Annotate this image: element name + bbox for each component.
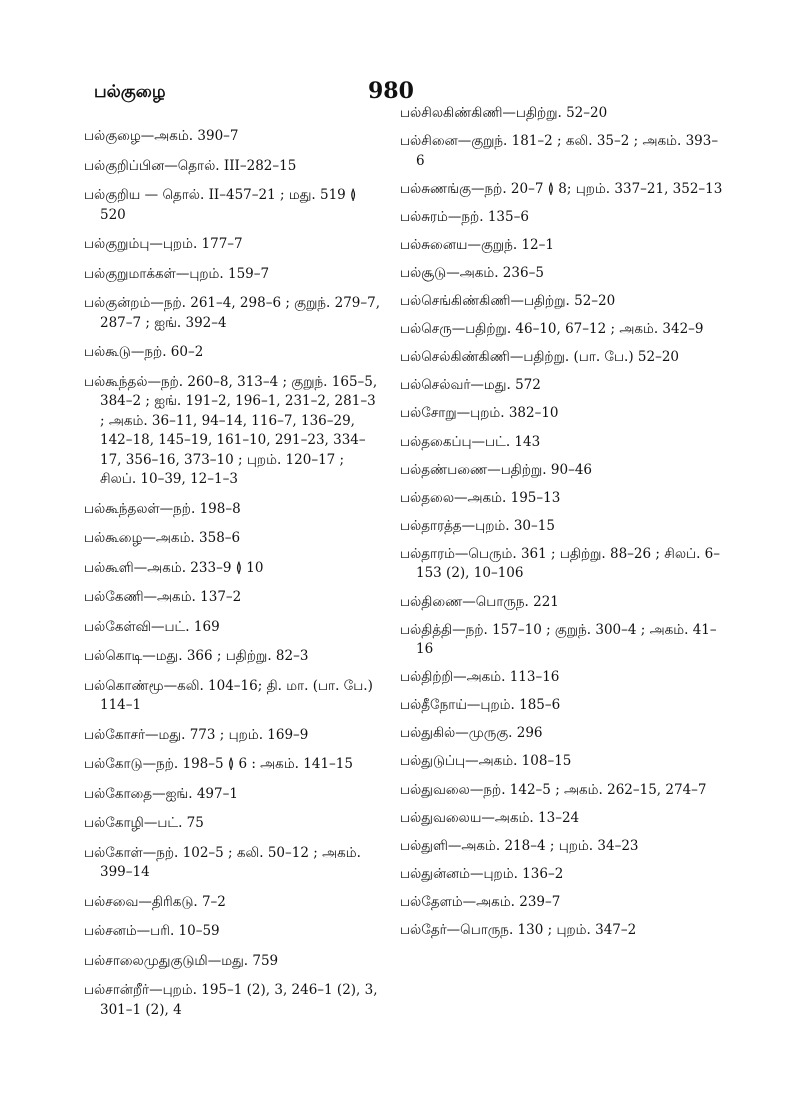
index-entry: பல்சான்றீர்—புறம். 195–1 (2), 3, 246–1 (2), 3, 301–1 (2), 4 (84, 982, 378, 1018)
index-entry: பல்செல்கிண்கிணி—பதிற்று. (பா. பே.) 52–20 (400, 349, 680, 366)
index-entry: பல்துகில்—முருகு. 296 (400, 725, 543, 742)
index-entry: பல்திற்றி—அகம். 113–16 (400, 669, 560, 686)
index-entry: பல்கோதை—ஐங். 497–1 (84, 785, 238, 802)
index-entry: பல்சாலைமுதுகுடுமி—மது. 759 (84, 952, 279, 969)
index-entry: பல்கோடு—நற். 198–5 ≬ 6 : அகம். 141–15 (84, 756, 353, 772)
index-entry: பல்கொடி—மது. 366 ; பதிற்று. 82–3 (84, 648, 309, 664)
index-entry: பல்கொண்மூ—கலி. 104–16; தி. மா. (பா. பே.) 114–1 (84, 677, 373, 713)
index-entry: பல்குறிய — தொல். II–457–21 ; மது. 519 ≬ 520 (84, 187, 357, 223)
index-entry: பல்கோசர்—மது. 773 ; புறம். 169–9 (84, 726, 309, 743)
index-entry: பல்துவலைய—அகம். 13–24 (400, 809, 580, 826)
index-entry: பல்துளி—அகம். 218–4 ; புறம். 34–23 (400, 837, 639, 854)
index-entry: பல்சூடு—அகம். 236–5 (400, 264, 544, 281)
index-entry: பல்கூந்தலள்—நற். 198–8 (84, 500, 241, 517)
index-entry: பல்கேள்வி—பட். 169 (84, 618, 220, 635)
index-entry: பல்தேளம்—அகம். 239–7 (400, 893, 561, 910)
index-entry: பல்கூடு—நற். 60–2 (84, 344, 204, 360)
index-entry: பல்சவை—திரிகடு. 7–2 (84, 893, 226, 910)
index-entry: பல்கூந்தல்—நற். 260–8, 313–4 ; குறுந். 165–5, 384–2 ; ஐங். 191–2, 196–1, 231–2, 281–3 ; அகம். 36–11, 94–14, 116–7, 136–29, 142–18, 145–19, 161–10, 291–23, 334–17, 356–16, 373–10 ; புறம். 120–17 ; சிலப். 10–39, 12–1–3 (84, 373, 378, 487)
index-entry: பல்தித்தி—நற். 157–10 ; குறுந். 300–4 ; அகம். 41–16 (400, 621, 717, 658)
index-entry: பல்செரு—பதிற்று. 46–10, 67–12 ; அகம். 342–9 (400, 321, 704, 338)
index-entry: பல்சுனைய—குறுந். 12–1 (400, 236, 554, 253)
index-entry: பல்தலை—அகம். 195–13 (400, 489, 561, 506)
index-entry: பல்தகைப்பு—பட். 143 (400, 433, 541, 450)
index-entry: பல்தாரத்த—புறம். 30–15 (400, 517, 555, 534)
index-entry: பல்திணை—பொருந. 221 (400, 593, 559, 610)
index-entry: பல்சினை—குறுந். 181–2 ; கலி. 35–2 ; அகம். 393–6 (400, 133, 719, 169)
index-entry: பல்கோழி—பட். 75 (84, 815, 204, 831)
index-entry: பல்சோறு—புறம். 382–10 (400, 405, 559, 422)
index-entry: பல்குறிப்பின—தொல். III–282–15 (84, 157, 297, 174)
index-entry: பல்கூளி—அகம். 233–9 ≬ 10 (84, 559, 264, 576)
index-entry: பல்செங்கிண்கிணி—பதிற்று. 52–20 (400, 293, 616, 310)
index-entry: பல்சிலகிண்கிணி—பதிற்று. 52–20 (400, 105, 608, 121)
index-entry: பல்குன்றம்—நற். 261–4, 298–6 ; குறுந். 279–7, 287–7 ; ஐங். 392–4 (84, 295, 381, 331)
left-column (84, 127, 384, 1030)
index-entry: பல்தேர்—பொருந. 130 ; புறம். 347–2 (400, 922, 637, 939)
index-entry: பல்குறுமாக்கள்—புறம். 159–7 (84, 265, 270, 282)
index-entry: பல்சுரம்—நற். 135–6 (400, 208, 529, 225)
index-entry: பல்குறும்பு—புறம். 177–7 (84, 236, 243, 252)
right-column (400, 104, 725, 949)
page-number: 980 (368, 78, 414, 104)
index-entry: பல்துவலை—நற். 142–5 ; அகம். 262–15, 274–7 (400, 781, 707, 798)
index-entry: பல்துன்னம்—புறம். 136–2 (400, 865, 564, 882)
index-entry: பல்தண்பணை—பதிற்று. 90–46 (400, 461, 592, 478)
index-entry: பல்சனம்—பரி. 10–59 (84, 923, 220, 939)
index-entry: பல்குழை—அகம். 390–7 (84, 128, 239, 144)
index-entry: பல்தாரம்—பெரும். 361 ; பதிற்று. 88–26 ; சிலப். 6–153 (2), 10–106 (400, 545, 720, 582)
index-entry: பல்கேணி—அகம். 137–2 (84, 589, 242, 605)
index-entry: பல்தீநோய்—புறம். 185–6 (400, 697, 561, 714)
index-entry: பல்கோள்—நற். 102–5 ; கலி. 50–12 ; அகம். 399–14 (84, 844, 361, 880)
index-entry: பல்கூழை—அகம். 358–6 (84, 530, 241, 546)
index-entry: பல்செல்வர்—மது. 572 (400, 377, 541, 394)
guide-word: பல்குழை (94, 82, 166, 102)
index-entry: பல்சுணங்கு—நற். 20–7 ≬ 8; புறம். 337–21, 352–13 (400, 180, 723, 197)
index-entry: பல்துடுப்பு—அகம். 108–15 (400, 753, 572, 770)
